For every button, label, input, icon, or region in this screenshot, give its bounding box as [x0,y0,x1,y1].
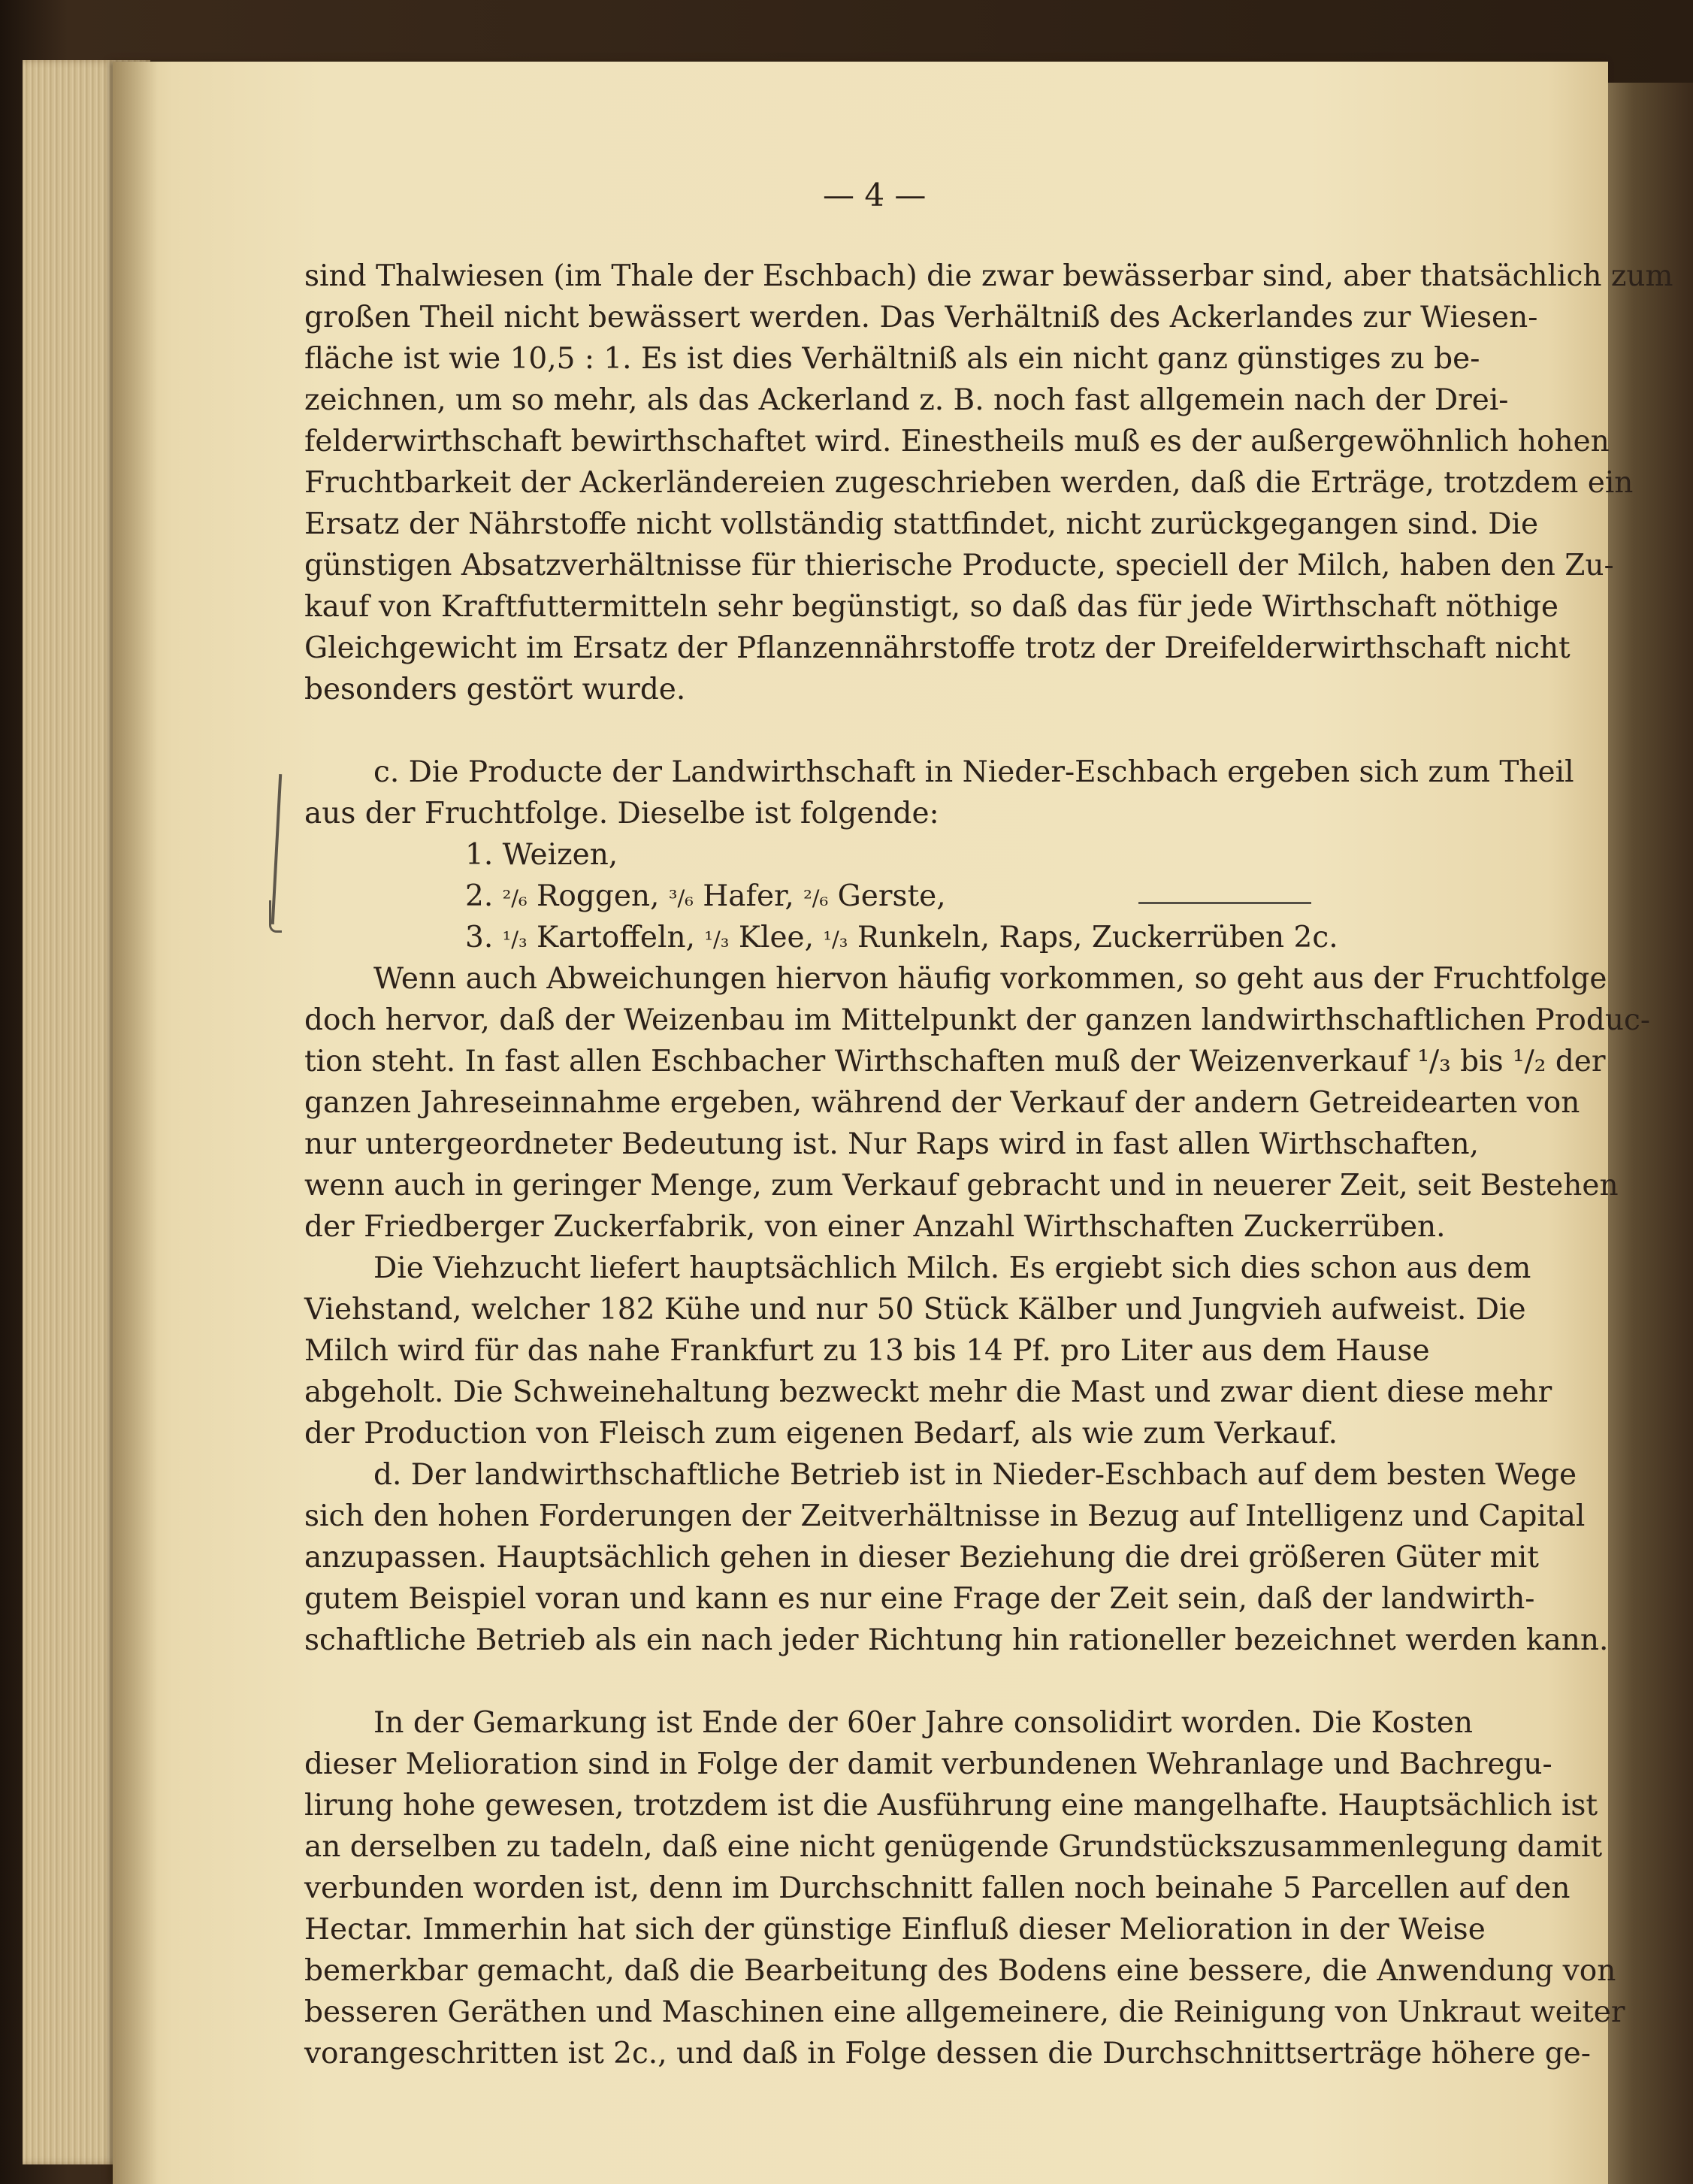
text-line: Milch wird für das nahe Frankfurt zu 13 bis 14 Pf. pro Liter aus dem Hause [304,1334,1430,1368]
text-line: besonders gestört wurde. [304,673,686,706]
text-line: aus der Fruchtfolge. Dieselbe ist folgende: [304,797,939,830]
text-line: ganzen Jahreseinnahme ergeben, während der Verkauf der andern Getreidearten von [304,1086,1580,1120]
text-line [304,1661,1673,1702]
text-line: vorangeschritten ist 2c., und daß in Folge dessen die Durchschnittserträge höhere ge- [304,2037,1591,2071]
text-line: fläche ist wie 10,5 : 1. Es ist dies Verhältniß als ein nicht ganz günstiges zu be- [304,342,1480,376]
text-line: günstigen Absatzverhältnisse für thierische Producte, speciell der Milch, haben den Zu- [304,549,1614,582]
text-line: wenn auch in geringer Menge, zum Verkauf gebracht und in neuerer Zeit, seit Bestehen [304,1169,1619,1202]
text-line: besseren Geräthen und Maschinen eine allgemeinere, die Reinigung von Unkraut weiter [304,1995,1625,2029]
text-line: zeichnen, um so mehr, als das Ackerland z. B. noch fast allgemein nach der Drei- [304,383,1509,417]
text-line: Hectar. Immerhin hat sich der günstige Einfluß dieser Melioration in der Weise [304,1913,1486,1947]
list-item: 1. Weizen, [465,838,618,872]
text-line: abgeholt. Die Schweinehaltung bezweckt mehr die Mast und zwar dient diese mehr [304,1375,1552,1409]
text-line: sich den hohen Forderungen der Zeitverhältnisse in Bezug auf Intelligenz und Capital [304,1499,1586,1533]
list-item: 2. ²/₆ Roggen, ³/₆ Hafer, ²/₆ Gerste, [465,879,946,913]
text-line: lirung hohe gewesen, trotzdem ist die Ausführung eine mangelhafte. Hauptsächlich ist [304,1789,1598,1823]
text-line: tion steht. In fast allen Eschbacher Wirthschaften muß der Weizenverkauf ¹/₃ bis ¹/₂ der [304,1045,1606,1078]
text-line: bemerkbar gemacht, daß die Bearbeitung des Bodens eine bessere, die Anwendung von [304,1954,1616,1988]
text-line: nur untergeordneter Bedeutung ist. Nur Raps wird in fast allen Wirthschaften, [304,1127,1479,1161]
text-line: Wenn auch Abweichungen hiervon häufig vorkommen, so geht aus der Fruchtfolge [373,962,1607,996]
text-line: der Friedberger Zuckerfabrik, von einer Anzahl Wirthschaften Zuckerrüben. [304,1210,1446,1244]
pencil-underline [1138,902,1311,904]
pencil-margin-hook [269,900,282,933]
text-line: d. Der landwirthschaftliche Betrieb ist in Nieder-Eschbach auf dem besten Wege [373,1458,1577,1492]
text-line [304,710,1673,752]
text-line: In der Gemarkung ist Ende der 60er Jahre consolidirt worden. Die Kosten [373,1706,1474,1740]
text-line: der Production von Fleisch zum eigenen Bedarf, als wie zum Verkauf. [304,1417,1338,1450]
text-line: sind Thalwiesen (im Thale der Eschbach) die zwar bewässerbar sind, aber thatsächlich zum [304,259,1673,293]
text-line: Fruchtbarkeit der Ackerländereien zugeschrieben werden, daß die Erträge, trotzdem ein [304,466,1634,500]
text-line: Die Viehzucht liefert hauptsächlich Milch. Es ergiebt sich dies schon aus dem [373,1251,1531,1285]
text-line: Ersatz der Nährstoffe nicht vollständig stattfindet, nicht zurückgegangen sind. Die [304,507,1539,541]
text-line: felderwirthschaft bewirthschaftet wird. Einestheils muß es der außergewöhnlich hohen [304,425,1610,458]
text-line: an derselben zu tadeln, daß eine nicht genügende Grundstückszusammenlegung damit [304,1830,1603,1864]
text-line: Viehstand, welcher 182 Kühe und nur 50 Stück Kälber und Jungvieh aufweist. Die [304,1293,1526,1326]
list-item: 3. ¹/₃ Kartoffeln, ¹/₃ Klee, ¹/₃ Runkeln, Raps, Zuckerrüben 2c. [465,921,1338,954]
text-line: c. Die Producte der Landwirthschaft in Nieder-Eschbach ergeben sich zum Theil [373,755,1574,789]
page-number: — 4 — [823,177,927,213]
text-line: kauf von Kraftfuttermitteln sehr begünstigt, so daß das für jede Wirthschaft nöthige [304,590,1558,624]
spine-shadow [113,62,158,2184]
text-line: doch hervor, daß der Weizenbau im Mittelpunkt der ganzen landwirthschaftlichen Produc- [304,1003,1651,1037]
text-line: gutem Beispiel voran und kann es nur eine Frage der Zeit sein, daß der landwirth- [304,1582,1535,1616]
text-line: verbunden worden ist, denn im Durchschnitt fallen noch beinahe 5 Parcellen auf den [304,1871,1571,1905]
body-text [304,256,1673,2074]
text-line: großen Theil nicht bewässert werden. Das Verhältniß des Ackerlandes zur Wiesen- [304,301,1538,334]
text-line: Gleichgewicht im Ersatz der Pflanzennährstoffe trotz der Dreifelderwirthschaft nicht [304,631,1571,665]
text-line: anzupassen. Hauptsächlich gehen in dieser Beziehung die drei größeren Güter mit [304,1541,1539,1574]
text-line: dieser Melioration sind in Folge der damit verbundenen Wehranlage und Bachregu- [304,1747,1552,1781]
text-line: schaftliche Betrieb als ein nach jeder Richtung hin rationeller bezeichnet werden kann. [304,1623,1609,1657]
